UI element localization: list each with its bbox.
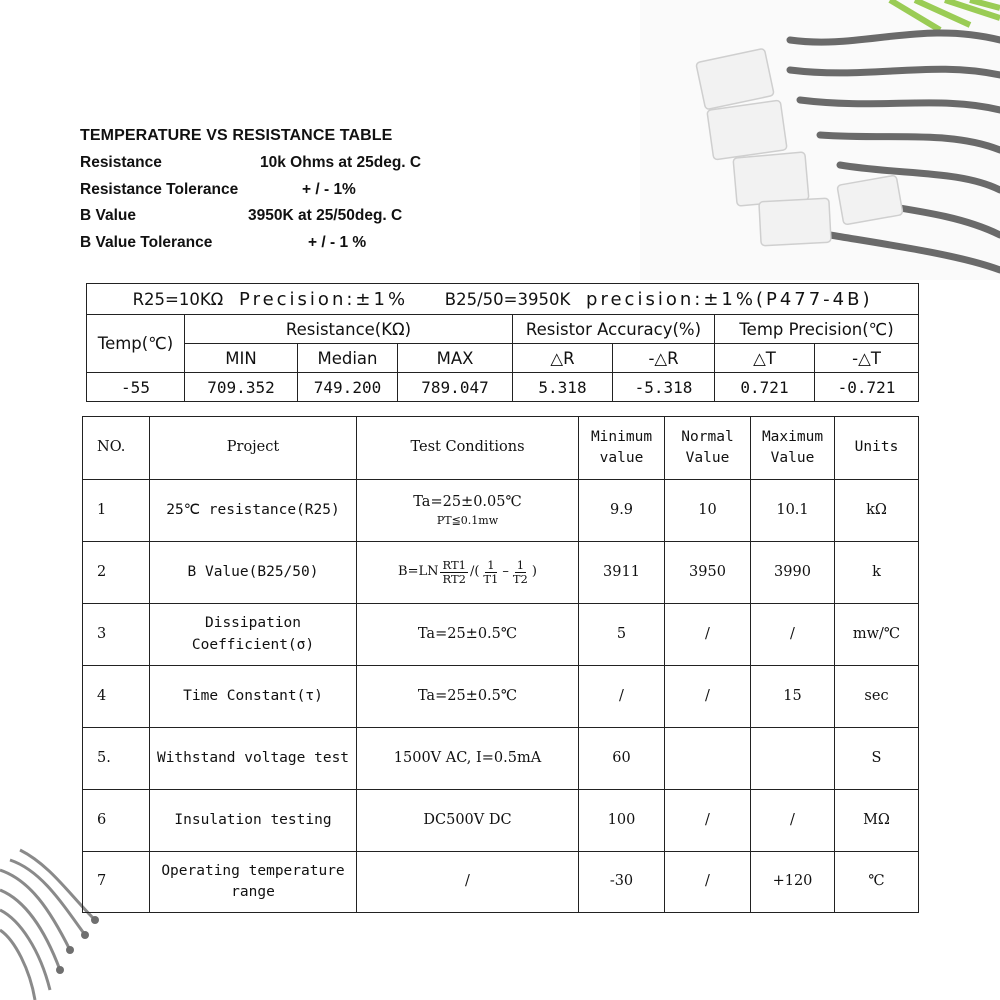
spec-value: 10k Ohms at 25deg. C bbox=[260, 154, 422, 171]
row-no: 4 bbox=[83, 666, 150, 728]
row-min: 9.9 bbox=[579, 480, 665, 542]
row-normal: / bbox=[665, 790, 751, 852]
spec-label: Resistance bbox=[80, 154, 162, 171]
group-temp-precision-header: Temp Precision(℃) bbox=[715, 315, 919, 344]
row-normal bbox=[665, 728, 751, 790]
row-units: ℃ bbox=[835, 852, 919, 913]
formula-ratio bbox=[440, 559, 467, 585]
spec-label: Resistance Tolerance bbox=[80, 181, 239, 198]
formula-rt1: RT1 bbox=[442, 558, 466, 573]
row-conditions: Ta=25±0.5℃ bbox=[357, 604, 579, 666]
cell-delta-r: 5.318 bbox=[513, 373, 613, 402]
row-project: Withstand voltage test bbox=[150, 728, 357, 790]
table-row bbox=[83, 728, 919, 790]
group-resistance-header: Resistance(KΩ) bbox=[185, 315, 513, 344]
header-no: NO. bbox=[83, 417, 150, 480]
row-max: 10.1 bbox=[751, 480, 835, 542]
row-units: kΩ bbox=[835, 480, 919, 542]
header-normal-value: Normal Value bbox=[665, 417, 751, 480]
cell-delta-t: 0.721 bbox=[715, 373, 815, 402]
row-max bbox=[751, 728, 835, 790]
r25-spec: R25=10KΩ bbox=[132, 289, 224, 309]
header-project: Project bbox=[150, 417, 357, 480]
table-row bbox=[83, 852, 919, 913]
row-min: 100 bbox=[579, 790, 665, 852]
row-max: +120 bbox=[751, 852, 835, 913]
formula-prefix: B=LN bbox=[398, 564, 439, 580]
b-value-formula: B=LN $\frac{RT1}{RT2}$ /( $\frac{1}{T1}$ – $\frac{1}{T2}$ ) bbox=[398, 558, 537, 586]
row-min: / bbox=[579, 666, 665, 728]
cell-min: 709.352 bbox=[185, 373, 298, 402]
row-max: / bbox=[751, 604, 835, 666]
row-conditions: Ta=25±0.5℃ bbox=[357, 666, 579, 728]
row-max: 3990 bbox=[751, 542, 835, 604]
row-no: 5. bbox=[83, 728, 150, 790]
spec-label: B Value Tolerance bbox=[80, 234, 213, 251]
header-test-conditions: Test Conditions bbox=[357, 417, 579, 480]
spec-title: TEMPERATURE VS RESISTANCE TABLE bbox=[80, 127, 393, 144]
sub-min-header: MIN bbox=[185, 344, 298, 373]
row-conditions: 1500V AC, I=0.5mA bbox=[357, 728, 579, 790]
table1-header-banner bbox=[87, 284, 919, 315]
row-min: 3911 bbox=[579, 542, 665, 604]
row-units: mw/℃ bbox=[835, 604, 919, 666]
cell-neg-delta-t: -0.721 bbox=[815, 373, 919, 402]
row-conditions: DC500V DC bbox=[357, 790, 579, 852]
row-normal: / bbox=[665, 666, 751, 728]
row-project: Insulation testing bbox=[150, 790, 357, 852]
table-row bbox=[83, 790, 919, 852]
table-row bbox=[83, 542, 919, 604]
col-temp-header: Temp(℃) bbox=[87, 315, 185, 373]
table-row bbox=[83, 480, 919, 542]
row-max: / bbox=[751, 790, 835, 852]
precision-spec-2: precision:±1%(P477-4B) bbox=[586, 288, 873, 310]
header-units: Units bbox=[835, 417, 919, 480]
spec-value: + / - 1% bbox=[302, 181, 356, 198]
row-normal: / bbox=[665, 852, 751, 913]
row-units: S bbox=[835, 728, 919, 790]
row-project: Operating temperature range bbox=[150, 852, 357, 913]
row-no: 6 bbox=[83, 790, 150, 852]
row-units: MΩ bbox=[835, 790, 919, 852]
formula-inv-t2 bbox=[511, 559, 530, 585]
row-project: 25℃ resistance(R25) bbox=[150, 480, 357, 542]
sub-median-header: Median bbox=[298, 344, 398, 373]
table-row bbox=[83, 666, 919, 728]
row-project: Dissipation Coefficient(σ) bbox=[150, 604, 357, 666]
row-conditions bbox=[357, 542, 579, 604]
sub-neg-delta-r-header: -△R bbox=[613, 344, 715, 373]
row-units: sec bbox=[835, 666, 919, 728]
row-normal: 3950 bbox=[665, 542, 751, 604]
row-normal: 10 bbox=[665, 480, 751, 542]
row-no: 2 bbox=[83, 542, 150, 604]
row-max: 15 bbox=[751, 666, 835, 728]
spec-label: B Value bbox=[80, 207, 136, 224]
formula-t1: T1 bbox=[483, 572, 499, 586]
precision-spec-1: Precision:±1% bbox=[239, 288, 409, 310]
row-no: 3 bbox=[83, 604, 150, 666]
formula-rt2: RT2 bbox=[442, 572, 466, 586]
formula-inv-t1 bbox=[481, 559, 500, 585]
spec-value: 3950K at 25/50deg. C bbox=[248, 207, 403, 224]
table-row bbox=[83, 604, 919, 666]
header-maximum-value: Maximum Value bbox=[751, 417, 835, 480]
cell-temp: -55 bbox=[87, 373, 185, 402]
sub-delta-r-header: △R bbox=[513, 344, 613, 373]
row-conditions bbox=[357, 480, 579, 542]
spec-row-resistance-tolerance bbox=[80, 181, 356, 199]
row-no: 7 bbox=[83, 852, 150, 913]
condition-line: PT≦0.1mw bbox=[436, 514, 499, 528]
row-conditions: / bbox=[357, 852, 579, 913]
row-no: 1 bbox=[83, 480, 150, 542]
cell-median: 749.200 bbox=[298, 373, 398, 402]
cell-max: 789.047 bbox=[398, 373, 513, 402]
spec-value: + / - 1 % bbox=[308, 234, 367, 251]
row-project: B Value(B25/50) bbox=[150, 542, 357, 604]
formula-one: 1 bbox=[487, 558, 495, 573]
sub-max-header: MAX bbox=[398, 344, 513, 373]
specification-table bbox=[82, 416, 919, 913]
sub-neg-delta-t-header: -△T bbox=[815, 344, 919, 373]
resistance-precision-table bbox=[86, 283, 919, 402]
cell-neg-delta-r: -5.318 bbox=[613, 373, 715, 402]
row-normal: / bbox=[665, 604, 751, 666]
header-minimum-value: Minimum value bbox=[579, 417, 665, 480]
row-min: -30 bbox=[579, 852, 665, 913]
row-project: Time Constant(τ) bbox=[150, 666, 357, 728]
cable-bundle-photo bbox=[640, 0, 1000, 280]
row-min: 5 bbox=[579, 604, 665, 666]
formula-t2: T2 bbox=[512, 572, 528, 586]
formula-one: 1 bbox=[516, 558, 525, 573]
spec-row-resistance bbox=[80, 154, 422, 172]
group-accuracy-header: Resistor Accuracy(%) bbox=[513, 315, 715, 344]
row-units: k bbox=[835, 542, 919, 604]
spec-row-b-value-tolerance bbox=[80, 234, 367, 252]
condition-line: Ta=25±0.05℃ bbox=[413, 494, 522, 511]
spec-row-b-value bbox=[80, 207, 403, 225]
b-value-spec: B25/50=3950K bbox=[444, 289, 571, 309]
sub-delta-t-header: △T bbox=[715, 344, 815, 373]
row-min: 60 bbox=[579, 728, 665, 790]
